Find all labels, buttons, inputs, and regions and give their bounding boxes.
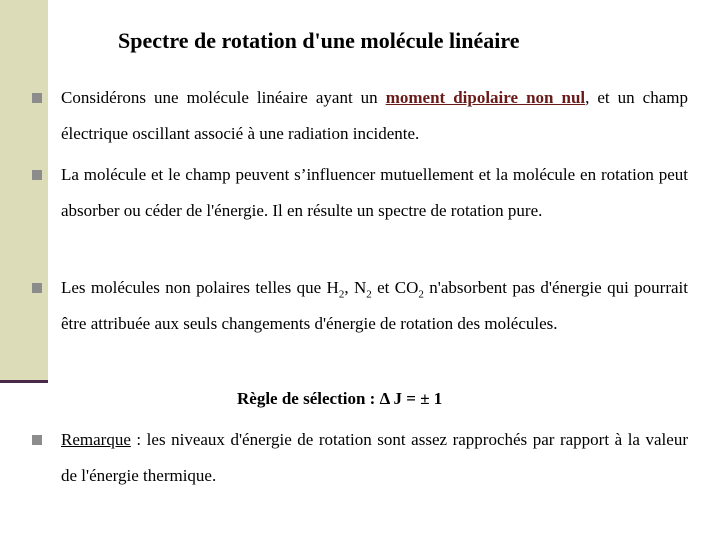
paragraph-3-text-a: Les molécules non polaires telles que H [61,278,339,297]
h2-subscript: 2 [338,288,345,301]
side-band-line [0,380,48,383]
n2-subscript: 2 [366,288,372,301]
paragraph-1-text-start: Considérons une molécule linéaire ayant un [61,88,386,107]
paragraph-2 [61,157,688,229]
side-band [0,0,48,380]
paragraph-3 [61,270,688,342]
remark-label: Remarque [61,430,131,449]
paragraph-1 [61,80,688,152]
paragraph-3-text-d: n'absorbent pas d'énergie qui pourrait être attribuée aux seuls changements d'énergie de rotation des molécules. [61,278,688,333]
slide-title: Spectre de rotation d'une molécule linéaire [118,28,520,53]
bullet-square-icon [32,435,42,445]
bullet-square-icon [32,170,42,180]
paragraph-3-text-b: , N [344,278,367,297]
bullet-square-icon [32,93,42,103]
paragraph-1-text-end: , et un champ électrique oscillant associé à une radiation incidente. [61,88,688,143]
paragraph-3-text-c: et CO [371,278,419,297]
co2-subscript: 2 [418,288,424,301]
selection-rule: Règle de sélection : Δ J = ± 1 [237,389,443,408]
paragraph-4-text: : les niveaux d'énergie de rotation sont assez rapprochés par rapport à la valeur de l'énergie thermique. [61,430,688,485]
bullet-square-icon [32,283,42,293]
dipole-emphasis: moment dipolaire non nul [385,88,586,107]
paragraph-2-text: La molécule et le champ peuvent s’influencer mutuellement et la molécule en rotation peut absorber ou céder de l'énergie. Il en résulte un spectre de rotation pure. [61,165,688,220]
paragraph-4 [61,422,688,494]
